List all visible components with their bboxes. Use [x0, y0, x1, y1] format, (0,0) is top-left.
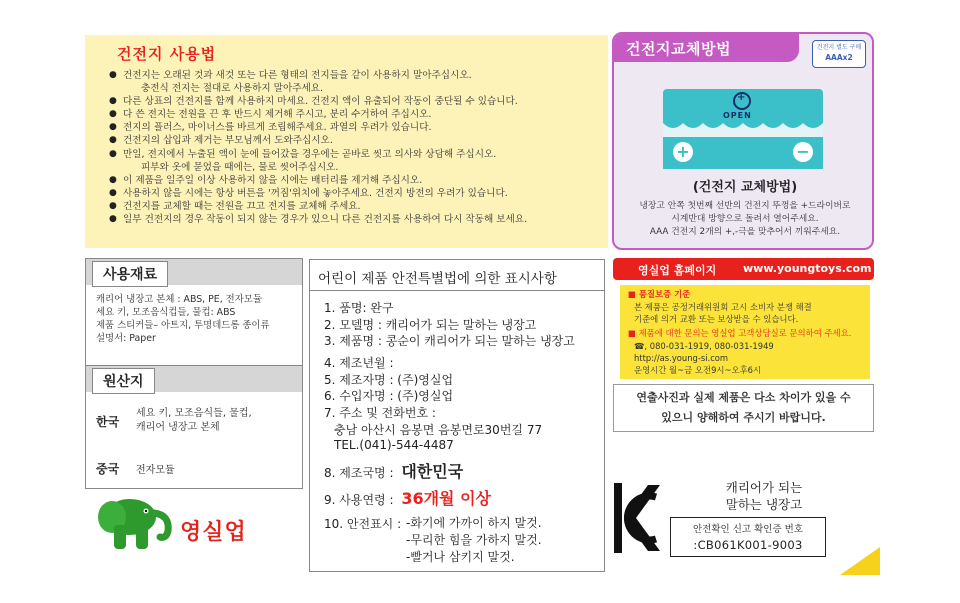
safety-country-row — [324, 459, 463, 482]
rotate-arrow-icon: + — [733, 92, 751, 110]
disclaimer-line: 있으니 양해하여 주시기 바랍니다. — [661, 411, 826, 424]
warning-line: -화기에 가까이 하지 말것. — [406, 516, 542, 530]
warning-line: -빨거나 삼키지 말것. — [406, 550, 515, 564]
safety-item: 5. 제조자명 : (주)영실업 — [324, 372, 454, 387]
materials-line: 세요 키, 모조음식컵들, 물컵: ABS — [96, 307, 236, 318]
safety-group-2 — [324, 355, 453, 421]
safety-title: 어린이 제품 안전특별법에 의한 표시사항 — [318, 271, 557, 287]
quality-web[interactable]: http://as.young-si.com — [634, 353, 729, 363]
safety-warning-label: 10. 안전표시 : — [324, 517, 402, 531]
safety-item: 7. 주소 및 전화번호 : — [324, 405, 436, 420]
battery-replace-subtitle: (건전지 교체방법) — [692, 180, 798, 195]
minus-label: − — [796, 142, 810, 161]
square-bullet-icon: ■ — [628, 328, 639, 338]
quality-title: 품질보증 기준 — [638, 289, 691, 299]
battery-count-text: AAAx2 — [825, 53, 853, 62]
origin-china-label: 중국 — [96, 462, 120, 476]
plus-label: + — [676, 142, 690, 161]
quality-box — [620, 285, 870, 379]
quality-phone-row — [634, 340, 774, 352]
battery-note-text: 건전지 별도 구매 — [816, 44, 862, 51]
materials-line: 캐리어 냉장고 본체 : ABS, PE, 전자모듈 — [96, 294, 262, 305]
battery-replace-desc — [614, 200, 874, 239]
quality-text: 본 제품은 공정거래위원회 고시 소비자 분쟁 해결 — [634, 302, 812, 312]
usage-item: ● 이 제품을 일주일 이상 사용하지 않을 시에는 배터리를 제거해 주십시오. — [103, 174, 603, 187]
safety-item: 3. 제품명 : 콩순이 캐리어가 되는 말하는 냉장고 — [324, 334, 575, 348]
materials-title: 사용재료 — [92, 261, 168, 287]
country-value: 대한민국 — [401, 462, 464, 481]
photo-disclaimer — [613, 384, 874, 432]
battery-replace-panel — [612, 32, 874, 250]
disclaimer-line: 연출사진과 실제 제품은 다소 차이가 있을 수 — [636, 391, 851, 404]
materials-line: 제품 스티커들– 아트지, 투명데드롱 종이류 — [96, 320, 270, 331]
kc-cert-box — [670, 517, 826, 557]
open-label: OPEN — [723, 111, 752, 120]
homepage-bar — [613, 258, 874, 280]
replace-desc-line: 냉장고 안쪽 첫번째 선반의 건전지 뚜껑을 +드라이버로 — [639, 201, 851, 211]
origin-panel — [85, 365, 303, 489]
country-label: 8. 제조국명 : — [324, 466, 394, 480]
usage-item: ● 사용하지 않을 시에는 항상 버튼을 '꺼짐'위치에 놓아주세요. 건전지 방전의 우려가 있습니다. — [103, 187, 603, 200]
usage-item: 피부와 옷에 묻었을 때에는, 물로 씻어주십시오. — [141, 161, 339, 173]
origin-china-value: 전자모듈 — [136, 465, 175, 476]
usage-item: ● 만일, 전지에서 누출된 액이 눈에 들어갔을 경우에는 곧바로 씻고 의사와 상담해 주십시오. — [103, 148, 603, 161]
quality-text: 기준에 의거 교환 또는 보상받을 수 있습니다. — [634, 314, 799, 324]
usage-item: ● 건전지를 교체할 때는 전원을 끄고 전지를 교체해 주세요. — [103, 200, 603, 213]
safety-age-row — [324, 486, 491, 509]
usage-item: ● 건전지는 오래된 것과 새것 또는 다른 형태의 전지들을 같이 사용하지 말아주십시오. — [103, 69, 603, 82]
usage-item: ● 다른 상표의 건전지를 함께 사용하지 마세요. 건전지 액이 유출되어 작동이 중단될 수 있습니다. — [103, 95, 603, 108]
safety-title-underline — [310, 290, 604, 291]
safety-item: 4. 제조년월 : — [324, 356, 394, 370]
origin-korea-label: 한국 — [96, 415, 120, 429]
origin-title: 원산지 — [92, 368, 155, 394]
materials-header — [86, 259, 302, 285]
age-label: 9. 사용연령 : — [324, 493, 394, 507]
quality-title-row — [628, 288, 690, 300]
square-bullet-icon: ■ — [628, 289, 639, 299]
battery-note-box — [812, 40, 866, 68]
origin-header — [86, 366, 302, 392]
kc-product-line: 캐리어가 되는 — [725, 480, 803, 495]
materials-list — [96, 293, 270, 345]
warning-line: -무리한 힘을 가하지 말것. — [406, 533, 542, 547]
brand-name: 영실업 — [180, 520, 247, 545]
battery-replace-title: 건전지교체방법 — [626, 40, 731, 58]
battery-cover-illustration — [663, 89, 823, 141]
replace-desc-line: AAA 건전지 2개의 +,-극을 맞추어서 끼워주세요. — [649, 227, 841, 237]
safety-item: 2. 모델명 : 캐리어가 되는 말하는 냉장고 — [324, 317, 537, 332]
battery-usage-title: 건전지 사용법 — [117, 45, 217, 63]
safety-group-1 — [324, 300, 575, 350]
quality-hours: 운영시간 월~금 오전9시~오후6시 — [634, 365, 762, 375]
battery-usage-panel — [85, 35, 608, 248]
battery-usage-list — [103, 69, 603, 226]
safety-tel: TEL.(041)-544-4487 — [334, 438, 454, 452]
safety-address: 충남 아산시 음봉면 음봉면로30번길 77 — [334, 423, 543, 437]
corner-decoration — [840, 547, 880, 575]
homepage-label: 영실업 홈페이지 — [638, 264, 717, 277]
battery-replace-header — [614, 34, 799, 62]
phone-icon: ☎, — [634, 341, 650, 351]
safety-item: 6. 수입자명 : (주)영실업 — [324, 389, 454, 403]
replace-desc-line: 시계반대 방향으로 돌려서 열어주세요. — [671, 214, 819, 224]
kc-product-name — [674, 479, 854, 513]
usage-item: ● 건전지의 삽입과 제거는 부모님께서 도와주십시오. — [103, 134, 603, 147]
brand-logo — [88, 495, 298, 557]
usage-item: ● 전지의 플러스, 마이너스를 바르게 조립해주세요. 과열의 우려가 있습니다. — [103, 121, 603, 134]
safety-info-panel — [309, 259, 605, 572]
materials-panel — [85, 258, 303, 366]
kc-cert-area — [612, 475, 874, 565]
kc-product-line: 말하는 냉장고 — [725, 497, 803, 512]
materials-line: 설명서: Paper — [96, 333, 156, 344]
homepage-url[interactable]: www.youngtoys.com — [743, 262, 872, 275]
usage-item: ● 다 쓴 전지는 전원을 끈 후 반드시 제거해 주시고, 분리 수거하여 주십시오. — [103, 108, 603, 121]
origin-korea-value — [136, 407, 252, 435]
plus-terminal-icon — [673, 142, 693, 162]
safety-warnings — [406, 515, 542, 566]
usage-item: 충전식 전지는 절대로 사용하지 말아주세요. — [141, 83, 324, 95]
kc-mark-icon — [612, 479, 664, 559]
quality-phone: 080-031-1919, 080-031-1949 — [649, 341, 774, 351]
quality-inquiry-row — [628, 327, 851, 339]
origin-korea-line: 세요 키, 모조음식들, 물컵, — [136, 408, 252, 419]
origin-korea-line: 캐리어 냉장고 본체 — [136, 422, 220, 433]
usage-item: ● 일부 건전지의 경우 작동이 되지 않는 경우가 있으니 다른 건전지를 사용하여 다시 작동해 보세요. — [103, 213, 603, 226]
minus-terminal-icon — [793, 142, 813, 162]
kc-cert-label: 안전확인 신고 확인증 번호 — [692, 524, 803, 535]
age-value: 36개월 이상 — [401, 489, 491, 508]
safety-item: 1. 품명: 완구 — [324, 301, 394, 315]
quality-inquiry: 제품에 대한 문의는 영실업 고객상담실로 문의하여 주세요. — [638, 328, 852, 338]
elephant-logo-icon — [88, 495, 174, 557]
battery-compartment-illustration — [663, 137, 823, 169]
kc-cert-number: :CB061K001-9003 — [693, 538, 803, 552]
